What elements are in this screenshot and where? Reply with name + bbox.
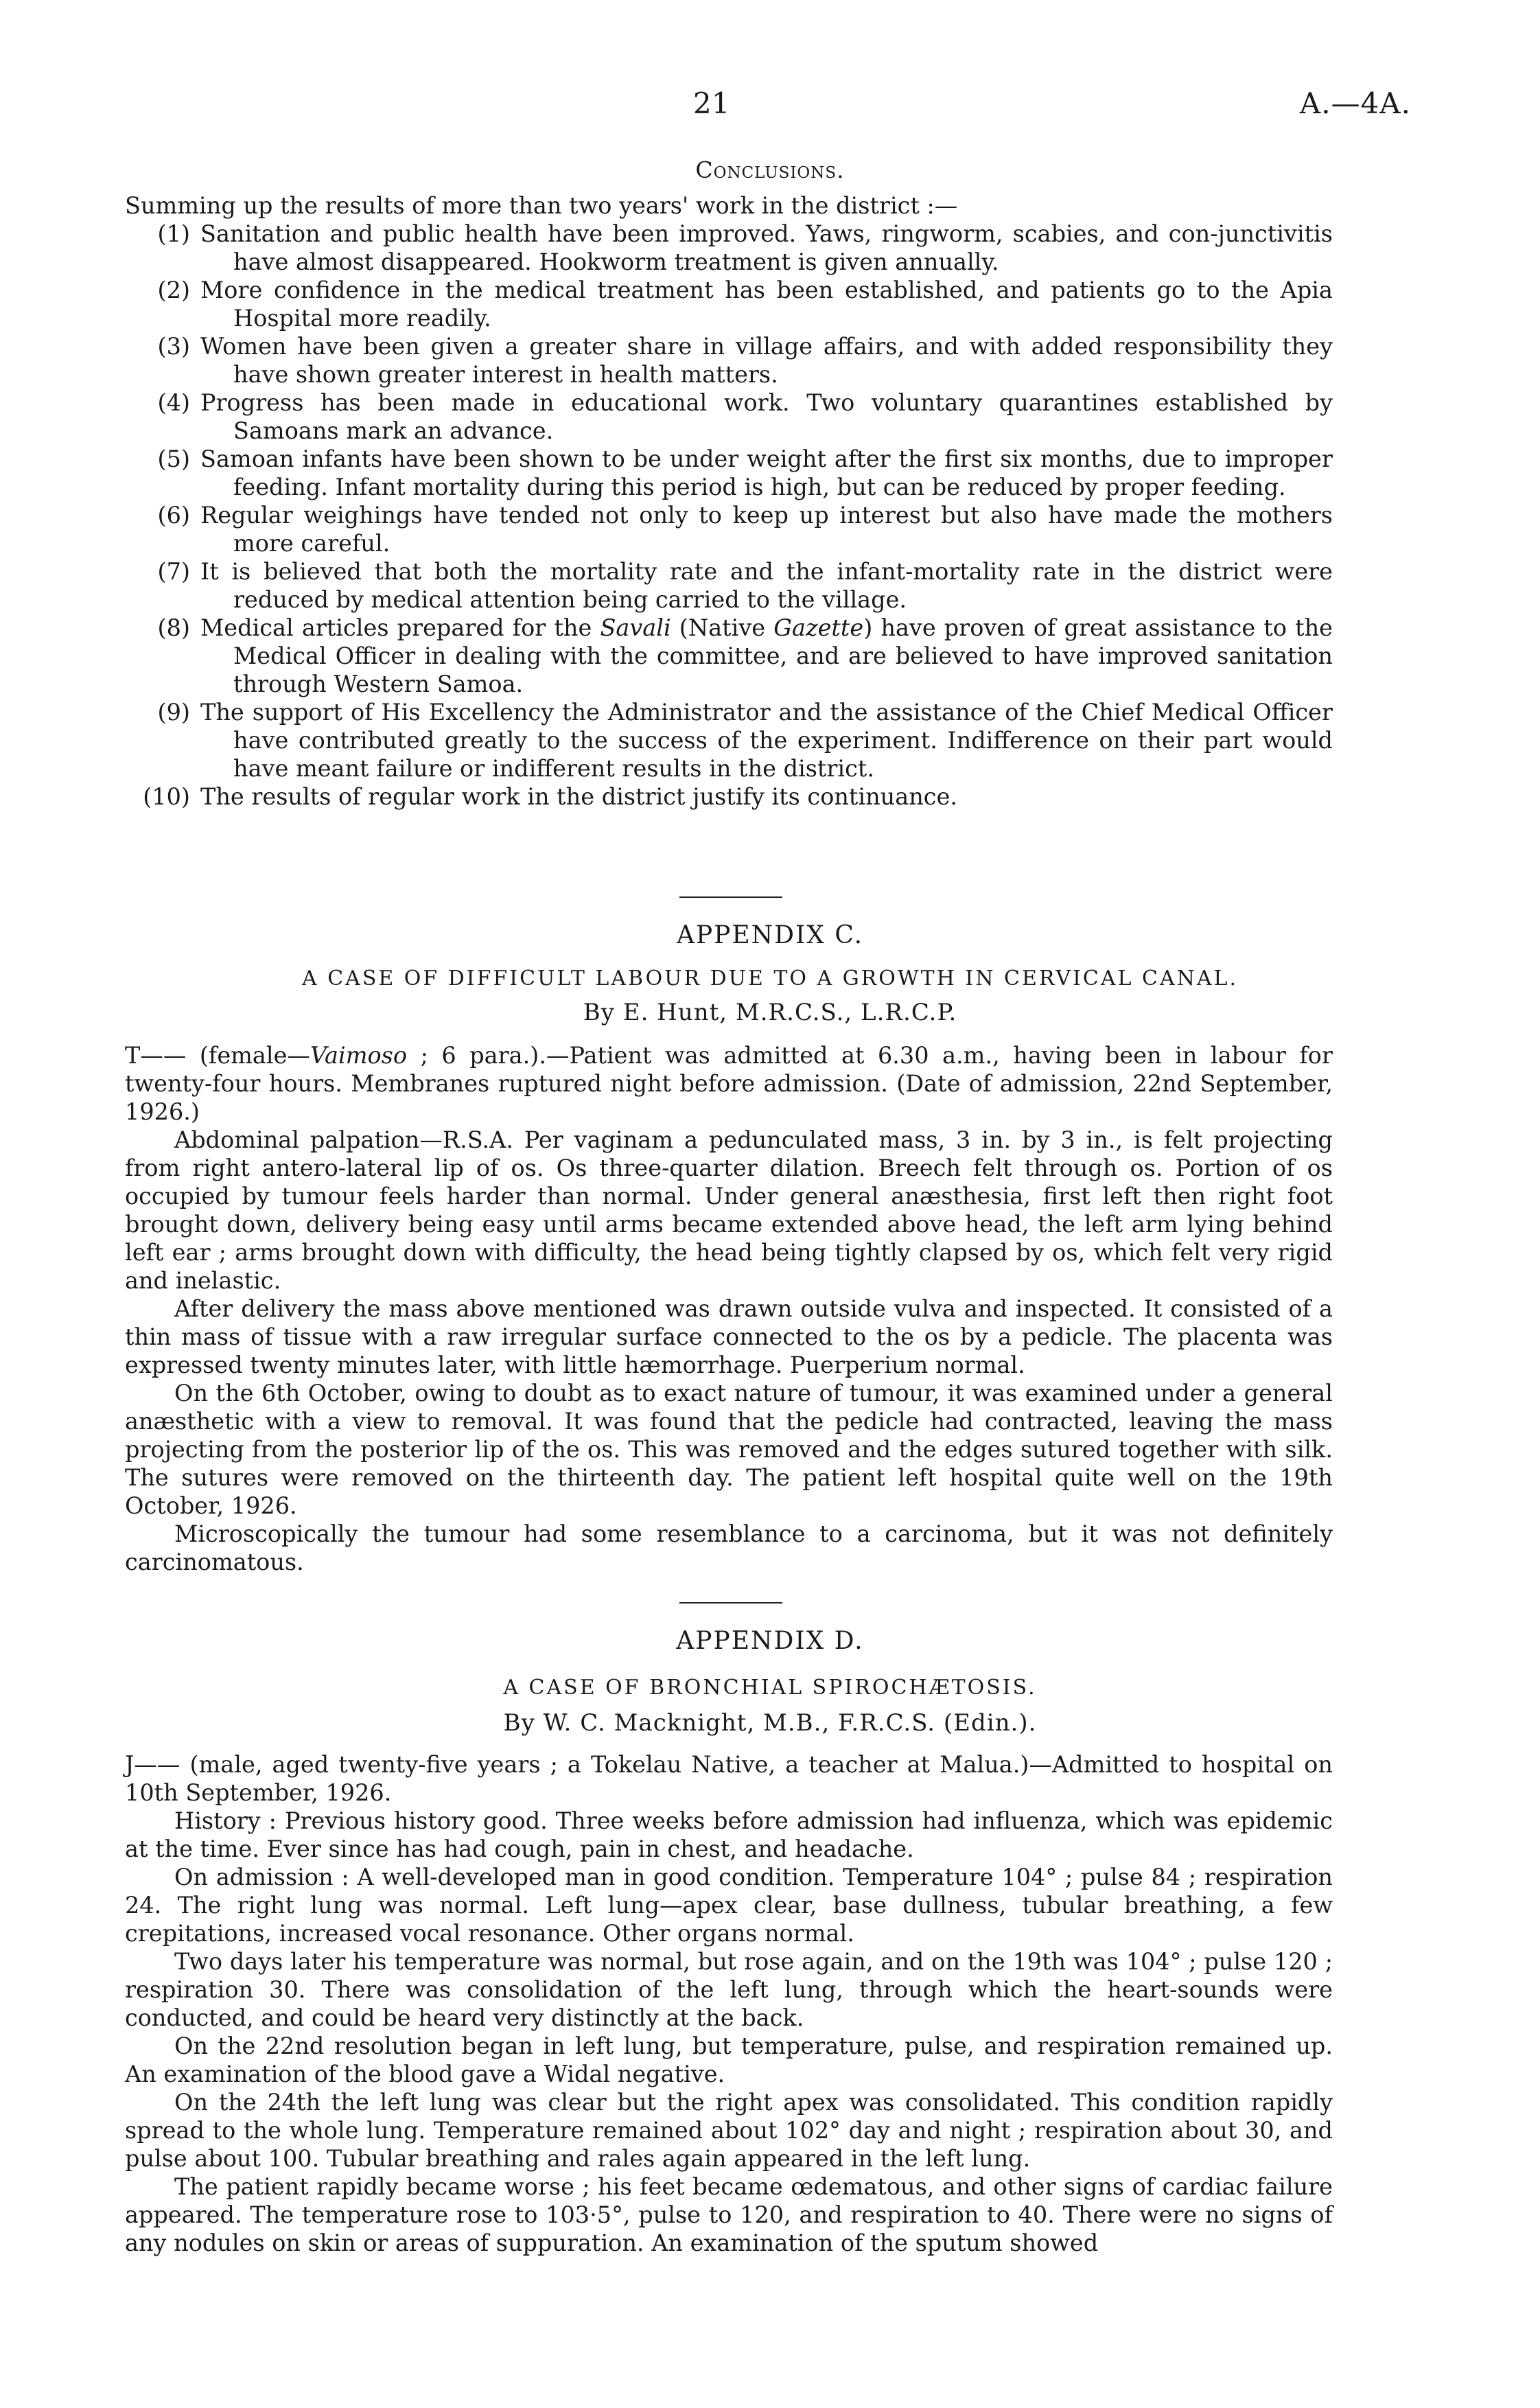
list-item: (6) Regular weighings have tended not only to keep up interest but also have made the mothers more careful.	[157, 502, 1333, 557]
appendix-c-paragraph: After delivery the mass above mentioned was drawn outside vulva and inspected. It consisted of a thin mass of tissue with a raw irregular surface connected to the os by a pedicle. The placenta was expressed twenty minutes later, with little hæmorrhage. Puerperium normal.	[125, 1295, 1333, 1378]
appendix-d-paragraph: On the 22nd resolution began in left lung, but temperature, pulse, and respiration remained up. An examination of the blood gave a Widal negative.	[125, 2033, 1333, 2087]
conclusions-heading: Conclusions.	[695, 157, 845, 183]
conclusions-list	[125, 220, 1333, 811]
appendix-c-body	[125, 1041, 1333, 1576]
list-item: (8) Medical articles prepared for the Savali (Native Gazette) have proven of great assistance to the Medical Officer in dealing with the committee, and are believed to have improved sanitation through Western Samoa.	[157, 614, 1333, 697]
appendix-c-paragraph: T—— (female—Vaimoso ; 6 para.).—Patient was admitted at 6.30 a.m., having been in labour for twenty-four hours. Membranes ruptured night before admission. (Date of admission, 22nd September, 1926.)	[125, 1042, 1333, 1125]
section-divider	[679, 896, 782, 898]
appendix-d-paragraph: On admission : A well-developed man in good condition. Temperature 104° ; pulse 84 ; respiration 24. The right lung was normal. Left lung—apex clear, base dullness, tubular breathing, a few crepitations, increased vocal resonance. Other organs normal.	[125, 1864, 1333, 1947]
list-item: (3) Women have been given a greater share in village affairs, and with added responsibility they have shown greater interest in health matters.	[157, 333, 1333, 388]
appendix-c-paragraph: On the 6th October, owing to doubt as to exact nature of tumour, it was examined under a general anæsthetic with a view to removal. It was found that the pedicle had contracted, leaving the mass projecting from the posterior lip of the os. This was removed and the edges sutured together with silk. The sutures were removed on the thirteenth day. The patient left hospital quite well on the 19th October, 1926.	[125, 1380, 1333, 1519]
conclusions-section	[125, 192, 1333, 811]
appendix-d-paragraph: Two days later his temperature was normal, but rose again, and on the 19th was 104° ; pulse 120 ; respiration 30. There was consolidation of the left lung, through which the heart-sounds were conducted, and could be heard very distinctly at the back.	[125, 1948, 1333, 2031]
list-item: (10) The results of regular work in the district justify its continuance.	[143, 783, 958, 810]
appendix-d-paragraph: J—— (male, aged twenty-five years ; a Tokelau Native, a teacher at Malua.)—Admitted to hospital on 10th September, 1926.	[125, 1751, 1333, 1806]
document-reference: A.—4A.	[1299, 86, 1411, 120]
list-item: (5) Samoan infants have been shown to be under weight after the first six months, due to improper feeding. Infant mortality during this period is high, but can be reduced by proper feeding.	[157, 445, 1333, 500]
list-item: (2) More confidence in the medical treatment has been established, and patients go to the Apia Hospital more readily.	[157, 277, 1333, 332]
appendix-c-paragraph: Microscopically the tumour had some resemblance to a carcinoma, but it was not definitely carcinomatous.	[125, 1520, 1333, 1575]
appendix-d-paragraph: The patient rapidly became worse ; his feet became œdematous, and other signs of cardiac failure appeared. The temperature rose to 103·5°, pulse to 120, and respiration to 40. There were no signs of any nodules on skin or areas of suppuration. An examination of the sputum showed	[125, 2173, 1333, 2256]
appendix-c-title: APPENDIX C.	[676, 921, 864, 949]
conclusions-intro: Summing up the results of more than two years' work in the district :—	[125, 192, 958, 219]
list-item: (4) Progress has been made in educational work. Two voluntary quarantines established by Samoans mark an advance.	[157, 389, 1333, 444]
appendix-d-author: By W. C. Macknight, M.B., F.R.C.S. (Edin.).	[503, 1709, 1037, 1737]
list-item: (9) The support of His Excellency the Administrator and the assistance of the Chief Medical Officer have contributed greatly to the success of the experiment. Indifference on their part would have meant failure or indifferent results in the district.	[157, 699, 1333, 782]
appendix-d-paragraph: History : Previous history good. Three weeks before admission had influenza, which was epidemic at the time. Ever since has had cough, pain in chest, and headache.	[125, 1807, 1333, 1862]
appendix-c-case-title: A CASE OF DIFFICULT LABOUR DUE TO A GROWTH IN CERVICAL CANAL.	[302, 966, 1238, 991]
appendix-c-paragraph: Abdominal palpation—R.S.A. Per vaginam a pedunculated mass, 3 in. by 3 in., is felt projecting from right antero-lateral lip of os. Os three-quarter dilation. Breech felt through os. Portion of os occupied by tumour feels harder than normal. Under general anæsthesia, first left then right foot brought down, delivery being easy until arms became extended above head, the left arm lying behind left ear ; arms brought down with difficulty, the head being tightly clapsed by os, which felt very rigid and inelastic.	[125, 1126, 1333, 1294]
appendix-d-paragraph: On the 24th the left lung was clear but the right apex was consolidated. This condition rapidly spread to the whole lung. Temperature remained about 102° day and night ; respiration about 30, and pulse about 100. Tubular breathing and rales again appeared in the left lung.	[125, 2089, 1333, 2172]
section-divider	[679, 1602, 782, 1604]
appendix-d-title: APPENDIX D.	[676, 1627, 864, 1655]
appendix-d-case-title: A CASE OF BRONCHIAL SPIROCHÆTOSIS.	[503, 1676, 1037, 1700]
list-item: (1) Sanitation and public health have been improved. Yaws, ringworm, scabies, and con-junctivitis have almost disappeared. Hookworm treatment is given annually.	[157, 220, 1333, 275]
appendix-d-body	[125, 1750, 1333, 2257]
list-item: (7) It is believed that both the mortality rate and the infant-mortality rate in the district were reduced by medical attention being carried to the village.	[157, 558, 1333, 613]
appendix-c-author: By E. Hunt, M.R.C.S., L.R.C.P.	[583, 999, 957, 1026]
page-number: 21	[693, 86, 730, 120]
